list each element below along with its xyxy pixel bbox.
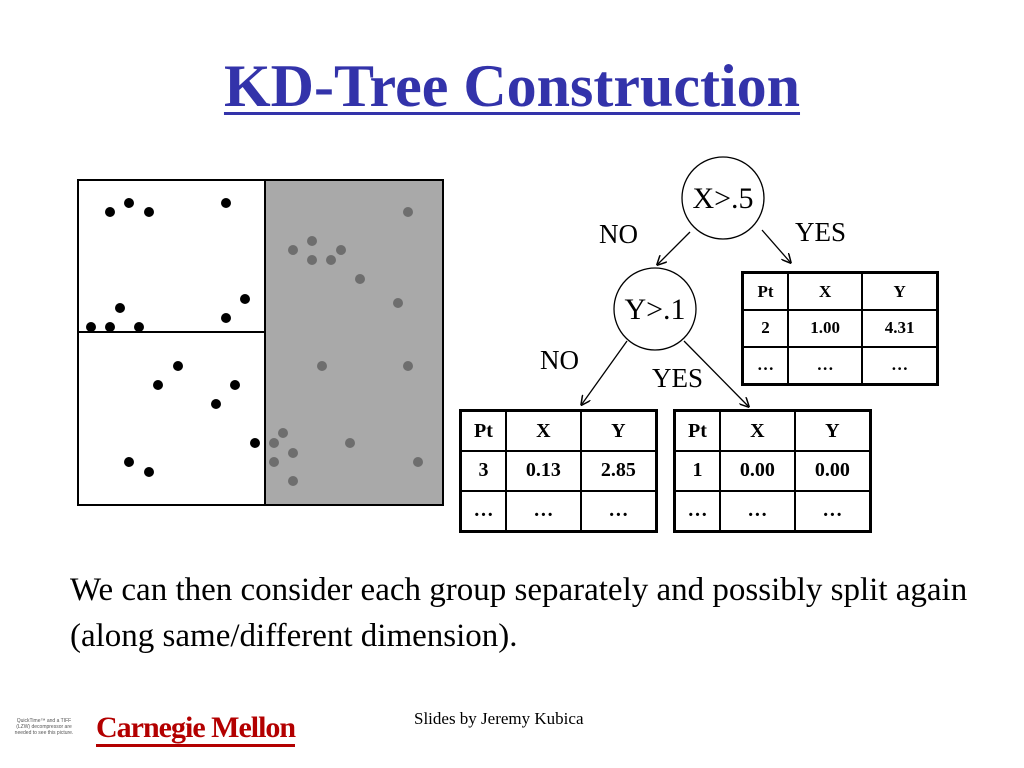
table-header-row: [461, 411, 657, 452]
table-header-row: [675, 411, 871, 452]
table-cell: …: [743, 347, 789, 385]
data-point-left: [86, 322, 96, 332]
partition-plot: [78, 180, 443, 505]
table-cell: …: [461, 491, 506, 532]
data-point-left: [211, 399, 221, 409]
table-cell: 1: [675, 451, 720, 491]
table-cell: 0.00: [720, 451, 795, 491]
table-child-yes: [673, 409, 872, 533]
data-point-left: [153, 380, 163, 390]
table-cell: …: [720, 491, 795, 532]
table-header-cell: X: [788, 273, 862, 311]
table-cell: 3: [461, 451, 506, 491]
child-no-label: NO: [540, 345, 579, 375]
table-cell: 2.85: [581, 451, 657, 491]
data-point-left: [221, 198, 231, 208]
data-point-right: [307, 236, 317, 246]
table-cell: 1.00: [788, 310, 862, 347]
data-point-left: [144, 467, 154, 477]
left-points: [86, 198, 260, 477]
table-cell: …: [581, 491, 657, 532]
table-header-cell: Y: [581, 411, 657, 452]
table-cell: 4.31: [862, 310, 937, 347]
data-point-right: [317, 361, 327, 371]
data-point-right: [403, 361, 413, 371]
table-root-yes: [741, 271, 939, 386]
table-header-cell: X: [506, 411, 581, 452]
data-point-right: [288, 448, 298, 458]
data-point-right: [288, 245, 298, 255]
table-header-row: [743, 273, 938, 311]
table-header-cell: Pt: [461, 411, 506, 452]
data-point-left: [230, 380, 240, 390]
child-yes-label: YES: [652, 363, 704, 393]
table-cell: …: [506, 491, 581, 532]
data-point-left: [221, 313, 231, 323]
data-point-right: [403, 207, 413, 217]
data-point-left: [105, 207, 115, 217]
quicktime-placeholder: QuickTime™ and a TIFF (LZW) decompressor are needed to see this picture.: [14, 718, 74, 736]
table-cell: 2: [743, 310, 789, 347]
table-header-cell: Y: [862, 273, 937, 311]
table-header-cell: X: [720, 411, 795, 452]
data-point-right: [345, 438, 355, 448]
slide-title: KD-Tree Construction: [223, 53, 801, 119]
data-point-right: [269, 457, 279, 467]
table-row: [743, 347, 938, 385]
root-no-label: NO: [599, 219, 638, 249]
root-yes-arrow: [762, 230, 790, 262]
root-no-arrow: [658, 232, 690, 264]
table-cell: …: [675, 491, 720, 532]
data-point-right: [269, 438, 279, 448]
table-header-cell: Pt: [743, 273, 789, 311]
table-header-cell: Pt: [675, 411, 720, 452]
data-point-left: [134, 322, 144, 332]
data-point-right: [393, 298, 403, 308]
data-point-right: [413, 457, 423, 467]
table-cell: …: [862, 347, 937, 385]
data-point-right: [307, 255, 317, 265]
data-point-left: [115, 303, 125, 313]
data-point-left: [124, 198, 134, 208]
cmu-logo: Carnegie Mellon: [96, 712, 295, 747]
data-point-right: [336, 245, 346, 255]
table-row: [743, 310, 938, 347]
table-cell: …: [795, 491, 871, 532]
data-point-right: [278, 428, 288, 438]
table-row: [675, 451, 871, 491]
child-node-label: Y>.1: [624, 293, 686, 326]
table-child-no: [459, 409, 658, 533]
table-row: [675, 491, 871, 532]
root-node-label: X>.5: [692, 182, 754, 215]
slide-body-text: We can then consider each group separately and possibly split again (along same/different dimension).: [70, 572, 968, 654]
data-point-right: [355, 274, 365, 284]
data-point-left: [240, 294, 250, 304]
data-point-left: [124, 457, 134, 467]
table-row: [461, 491, 657, 532]
table-cell: …: [788, 347, 862, 385]
table-cell: 0.00: [795, 451, 871, 491]
table-header-cell: Y: [795, 411, 871, 452]
slide-credit: Slides by Jeremy Kubica: [414, 709, 584, 728]
root-yes-label: YES: [795, 217, 847, 247]
data-point-left: [144, 207, 154, 217]
data-point-right: [288, 476, 298, 486]
table-row: [461, 451, 657, 491]
data-point-right: [326, 255, 336, 265]
table-cell: 0.13: [506, 451, 581, 491]
child-no-arrow: [582, 341, 627, 404]
data-point-left: [105, 322, 115, 332]
data-point-left: [250, 438, 260, 448]
data-point-left: [173, 361, 183, 371]
